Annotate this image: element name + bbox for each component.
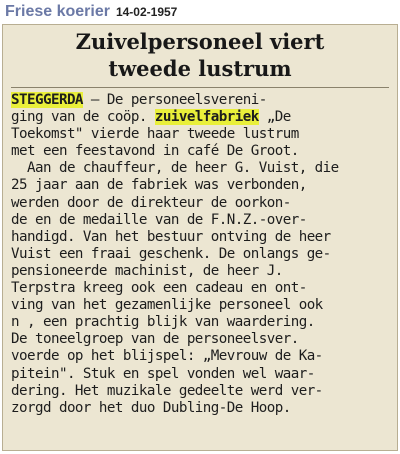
article-line	[11, 400, 391, 417]
article-text: met een feestavond in café De Groot.	[11, 143, 299, 160]
publication-date: 14-02-1957	[115, 5, 178, 19]
article-text: ving van het gezamenlijke personeel ook	[11, 297, 323, 314]
article-line	[11, 229, 391, 246]
article-line	[11, 280, 391, 297]
article-line	[11, 263, 391, 280]
article-line	[11, 126, 391, 143]
article-text: handigd. Van het bestuur ontving de heer	[11, 228, 331, 245]
article-text: ging van de coöp.	[11, 109, 155, 126]
article-line	[11, 195, 391, 212]
article-text: Vuist een fraai geschenk. De onlangs ge-	[11, 245, 331, 262]
article-text: de en de medaille van de F.N.Z.-over-	[11, 211, 307, 228]
article-text: zorgd door het duo Dubling-De Hoop.	[11, 399, 291, 416]
clipping-header	[5, 3, 177, 23]
article-line	[11, 109, 391, 126]
newspaper-name: Friese koerier	[5, 3, 110, 20]
highlighted-keyword: zuivelfabriek	[154, 109, 259, 126]
article-line	[11, 366, 391, 383]
article-text: pitein". Stuk en spel vonden wel waar-	[11, 365, 315, 382]
article-text: dering. Het muzikale gedeelte werd ver-	[11, 382, 323, 399]
article-line	[11, 177, 391, 194]
article-line	[11, 246, 391, 263]
article-text: n , een prachtig blijk van waardering.	[11, 314, 315, 331]
headline-line-1: Zuivelpersoneel viert	[75, 29, 325, 54]
article-text: Terpstra kreeg ook een cadeau en ont-	[11, 280, 307, 297]
article-line	[11, 92, 391, 109]
article-line	[11, 297, 391, 314]
article-line	[11, 143, 391, 160]
article-text: — De personeelsvereni-	[82, 92, 267, 108]
article-line	[11, 212, 391, 229]
newspaper-clipping	[2, 24, 398, 451]
headline-divider	[11, 87, 389, 88]
article-headline	[11, 28, 389, 82]
article-body	[11, 92, 391, 417]
headline-line-2: tweede lustrum	[108, 56, 292, 81]
highlighted-keyword: STEGGERDA	[11, 92, 83, 108]
article-text: Aan de chauffeur, de heer G. Vuist, die	[11, 160, 339, 177]
article-text: 25 jaar aan de fabriek was verbonden,	[11, 177, 307, 194]
article-line	[11, 383, 391, 400]
article-line	[11, 314, 391, 331]
article-text: De toneelgroep van de personeelsver.	[11, 331, 299, 348]
article-text: werden door de direkteur de oorkon-	[11, 194, 291, 211]
article-line	[11, 331, 391, 348]
article-line	[11, 160, 391, 177]
article-text: voerde op het blijspel: „Mevrouw de Ka-	[11, 348, 323, 365]
article-text: Toekomst" vierde haar tweede lustrum	[11, 126, 299, 143]
article-text: „De	[258, 109, 291, 126]
article-text: pensioneerde machinist, de heer J.	[11, 262, 283, 279]
article-line	[11, 348, 391, 365]
